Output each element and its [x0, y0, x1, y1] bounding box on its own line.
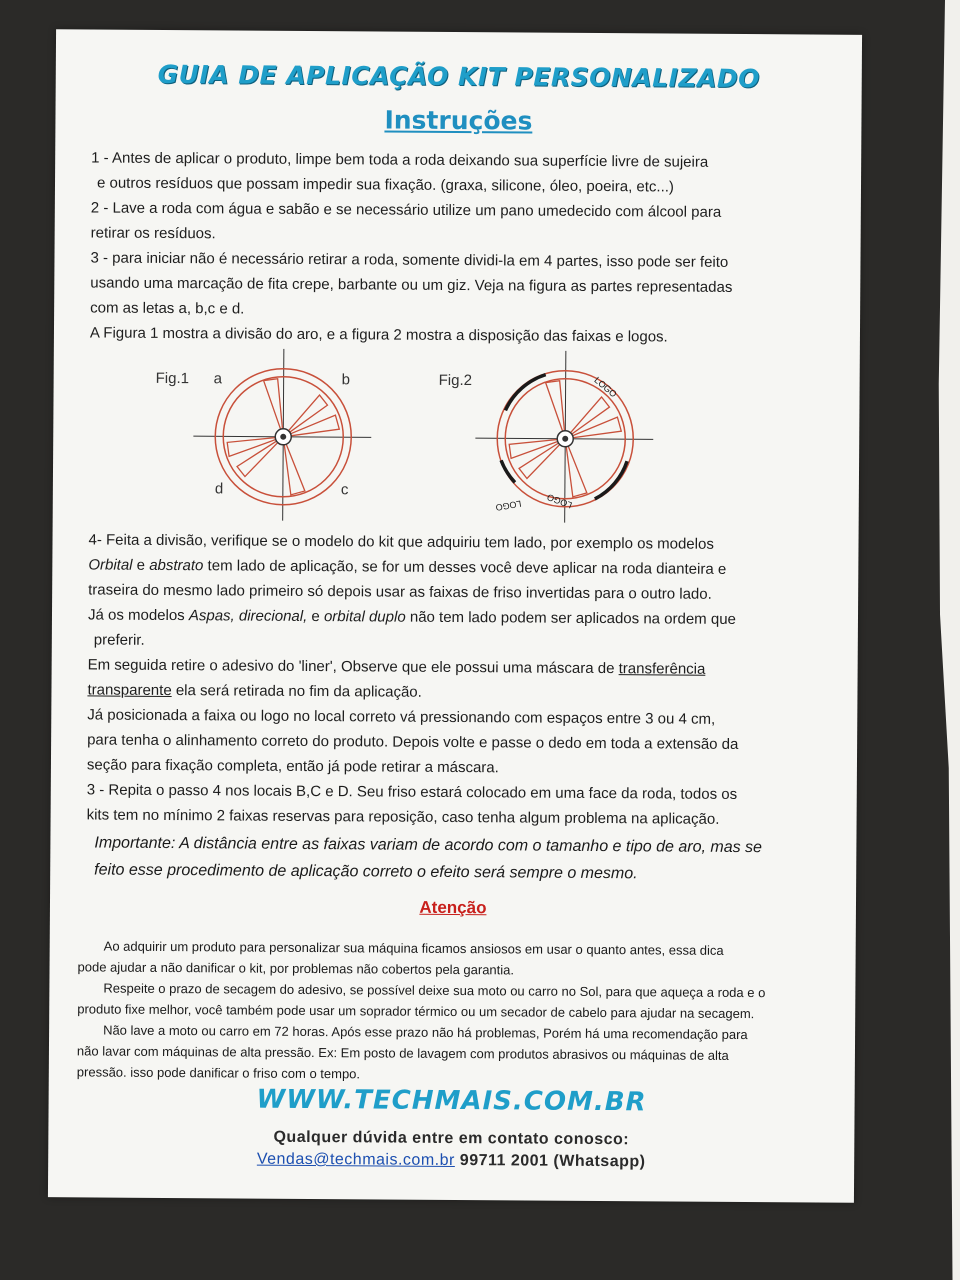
important-note: [94, 829, 814, 888]
step4-line-4-rest: não tem lado podem ser aplicados na ordem que: [405, 608, 736, 628]
step4-line-2-and: e: [132, 556, 150, 574]
document-subtitle: Instruções: [384, 105, 533, 136]
tip-line-6: não lavar com máquinas de alta pressão. Ex: Em posto de lavagem com produtos abrasivos ou máquinas de alta: [76, 1043, 729, 1063]
tip-line-7: pressão. isso pode danificar o friso com o tempo.: [76, 1064, 361, 1082]
step-2-line-2: retirar os resíduos.: [90, 224, 216, 243]
step4-line-4: [88, 602, 820, 632]
fig2-logo-top: LOGO: [592, 374, 619, 400]
intro-steps: [90, 145, 823, 350]
step4-line-12: kits tem no mínimo 2 faixas reservas para reposição, caso tenha algum problema na aplicação.: [86, 806, 720, 828]
tip-line-1: Ao adquirir um produto para personalizar sua máquina ficamos ansiosos em usar o quanto antes, essa dica: [103, 938, 724, 958]
phone-number: 99711 2001 (Whatsapp): [459, 1152, 646, 1171]
fig2-logo-bottom: LOGO: [545, 491, 574, 511]
step4-line-1: 4- Feita a divisão, verifique se o modelo do kit que adquiriu tem lado, por exemplo os modelos: [88, 531, 714, 553]
model-aspas-direcional: Aspas, direcional,: [188, 607, 308, 625]
tips-section: [77, 935, 838, 1087]
step4-line-3: traseira do mesmo lado primeiro só depois usar as faixas de friso invertidas para o outro lado.: [88, 581, 712, 603]
fig1-label: Fig.1: [155, 369, 190, 388]
quadrant-a-label: a: [213, 370, 223, 388]
step4-line-11: 3 - Repita o passo 4 nos locais B,C e D. Seu friso estará colocado em uma face da roda, todos os: [86, 781, 738, 803]
step4-line-8: Já posicionada a faixa ou logo no local correto vá pressionando com espaços entre 3 ou 4 cm,: [87, 706, 716, 728]
tip-line-2: pode ajudar a não danificar o kit, por problemas não cobertos pela garantia.: [77, 959, 515, 978]
important-line-2: feito esse procedimento de aplicação correto o efeito será sempre o mesmo.: [94, 861, 638, 883]
model-orbital: Orbital: [88, 556, 133, 574]
contact-line: Qualquer dúvida entre em contato conosco:: [273, 1128, 630, 1149]
contact-details: [48, 1149, 854, 1173]
instruction-sheet: [48, 29, 862, 1203]
step4-line-7-rest: ela será retirada no fim da aplicação.: [171, 682, 422, 701]
step4-line-5: preferir.: [93, 631, 145, 649]
step-2-line-1: 2 - Lave a roda com água e sabão e se necessário utilize um pano umedecido com álcool para: [90, 199, 722, 221]
step-1-line-1: 1 - Antes de aplicar o produto, limpe bem toda a roda deixando sua superfície livre de sujeira: [91, 149, 709, 171]
tip-line-4: produto fixe melhor, você também pode usar um soprador térmico ou um secador de cabelo para ajudar na secagem.: [77, 1001, 755, 1022]
quadrant-c-label: c: [340, 481, 349, 499]
figure-description: A Figura 1 mostra a divisão do aro, e a figura 2 mostra a disposição das faixas e logos.: [89, 324, 668, 346]
step-3-line-3: com as letas a, b,c e d.: [90, 299, 245, 318]
step4-line-10: seção para fixação completa, então já pode retirar a máscara.: [86, 756, 499, 777]
step4-line-6-start: Em seguida retire o adesivo do 'liner', Observe que ele possui uma máscara de: [87, 656, 619, 678]
document-title: GUIA DE APLICAÇÃO KIT PERSONALIZADO: [157, 59, 760, 94]
tip-line-3: Respeite o prazo de secagem do adesivo, se possível deixe sua moto ou carro no Sol, para que aqueça a roda e o: [103, 980, 766, 1001]
wheel-figure-2: [475, 350, 656, 523]
step4-line-2-rest: tem lado de aplicação, se for um desses você deve aplicar na roda dianteira e: [203, 557, 727, 578]
step-3-line-1: 3 - para iniciar não é necessário retirar a roda, somente dividi-la em 4 partes, isso pode ser feito: [90, 249, 729, 271]
quadrant-b-label: b: [341, 371, 351, 389]
tip-line-5: Não lave a moto ou carro em 72 horas. Após esse prazo não há problemas, Porém há uma recomendação para: [103, 1022, 748, 1043]
step-3-line-2: usando uma marcação de fita crepe, barbante ou um giz. Veja na figura as partes representadas: [90, 274, 733, 296]
fig2-label: Fig.2: [438, 371, 473, 390]
model-orbital-duplo: orbital duplo: [323, 608, 406, 626]
step-4-section: [87, 527, 821, 832]
quadrant-d-label: d: [214, 480, 224, 498]
important-line-1: Importante: A distância entre as faixas variam de acordo com o tamanho e tipo de aro, mas se: [94, 834, 763, 857]
wheel-figure-1: [193, 348, 374, 521]
transparent-word: transparente: [87, 681, 172, 700]
email-link[interactable]: Vendas@techmais.com.br: [256, 1150, 455, 1170]
transfer-word: transferência: [618, 660, 706, 678]
figures-area: [143, 340, 664, 524]
step4-line-4-start: Já os modelos: [87, 606, 189, 625]
background-paper-edge: [935, 0, 960, 1280]
step4-line-4-and: e: [307, 607, 325, 626]
website-url[interactable]: WWW.TECHMAIS.COM.BR: [256, 1084, 647, 1118]
fig2-logo-left: LOGO: [494, 498, 523, 513]
model-abstrato: abstrato: [149, 556, 204, 575]
step-1-line-2: e outros resíduos que possam impedir sua fixação. (graxa, silicone, óleo, poeira, etc...): [96, 174, 675, 196]
attention-heading: Atenção: [419, 897, 487, 918]
step4-line-9: para tenha o alinhamento correto do produto. Depois volte e passe o dedo em toda a extensão da: [87, 731, 739, 753]
